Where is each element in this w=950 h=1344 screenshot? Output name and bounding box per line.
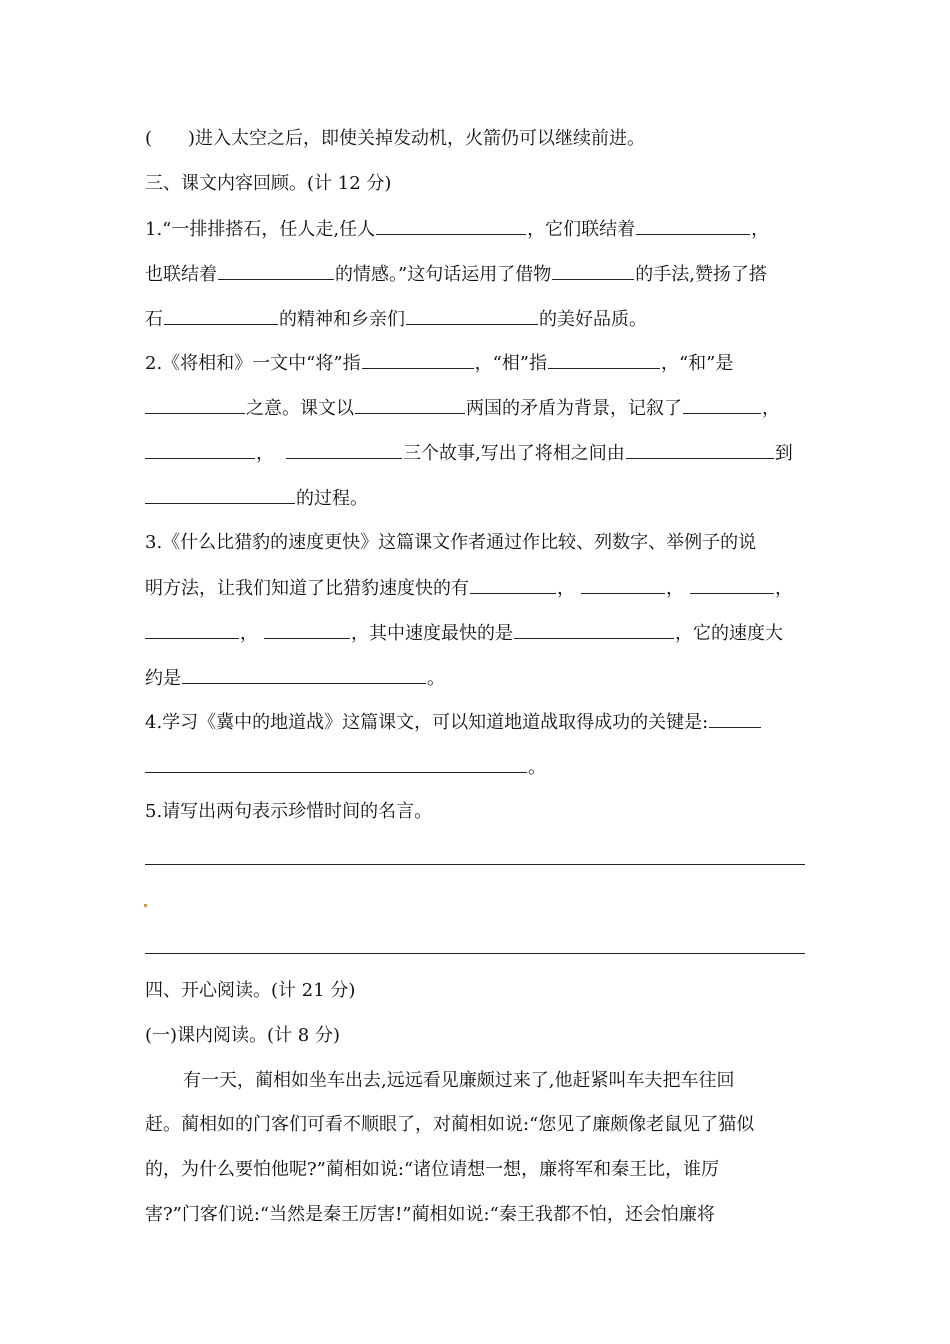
q3-text1: 3.《什么比猎豹的速度更快》这篇课文作者通过作比较、列数字、举例子的说 (145, 532, 757, 553)
q3-text7: ，其中速度最快的是 (351, 623, 513, 644)
q2-blank7[interactable] (286, 438, 402, 459)
q3-text4: ， (666, 578, 684, 599)
passage-text-4: 害?”门客们说:“当然是秦王厉害!”蔺相如说:“秦王我都不怕，还会怕廉将 (145, 1204, 715, 1225)
passage-line-4 (145, 1200, 805, 1230)
q1-line2 (145, 259, 805, 289)
q5-line1 (145, 797, 805, 827)
q3-text9: 约是 (145, 668, 181, 689)
q1-blank2[interactable] (636, 214, 750, 235)
passage-line-1 (145, 1066, 805, 1096)
q3-line2 (145, 573, 805, 603)
section4-title-text: 四、开心阅读。(计 21 分) (145, 980, 356, 1001)
q2-text9: 到 (774, 443, 793, 464)
q2-text3: ，“和”是 (660, 353, 734, 374)
q5-text1: 5.请写出两句表示珍惜时间的名言。 (145, 801, 433, 822)
q4-text1: 4.学习《冀中的地道战》这篇课文，可以知道地道战取得成功的关键是: (145, 712, 709, 733)
q2-blank8[interactable] (626, 438, 774, 459)
q3-blank1[interactable] (470, 573, 556, 594)
q3-blank6[interactable] (514, 618, 674, 639)
q2-blank1[interactable] (362, 348, 474, 369)
q3-text5: ， (775, 578, 793, 599)
q1-blank3[interactable] (218, 259, 334, 280)
q1-text8: 的精神和乡亲们 (279, 309, 405, 330)
q1-text4: 也联结着 (145, 264, 217, 285)
section3-title (145, 169, 805, 199)
q1-blank1[interactable] (376, 214, 526, 235)
section4-subtitle-text: (一)课内阅读。(计 8 分) (145, 1025, 340, 1046)
q1-blank6[interactable] (406, 304, 538, 325)
q2-blank5[interactable] (683, 393, 761, 414)
q4-line2 (145, 752, 805, 782)
q1-line3 (145, 304, 805, 334)
passage-text-3: 的，为什么要怕他呢?”蔺相如说:“诸位请想一想，廉将军和秦王比，谁厉 (145, 1159, 720, 1180)
q3-blank7[interactable] (182, 663, 426, 684)
intro-question (145, 124, 805, 154)
q4-text2: 。 (528, 757, 546, 778)
q3-blank4[interactable] (145, 618, 239, 639)
q1-text6: 的手法,赞扬了搭 (635, 264, 767, 285)
q2-text5: 两国的矛盾为背景，记叙了 (466, 398, 682, 419)
q4-line1 (145, 707, 805, 737)
passage-line-2 (145, 1110, 805, 1140)
q2-line3 (145, 438, 805, 468)
q2-blank4[interactable] (355, 393, 465, 414)
q3-blank3[interactable] (690, 573, 774, 594)
q2-blank3[interactable] (145, 393, 245, 414)
q3-text6: ， (240, 623, 258, 644)
q1-text9: 的美好品质。 (539, 309, 647, 330)
q3-line4 (145, 663, 805, 693)
q2-line1 (145, 348, 805, 378)
q5-answer-line2[interactable] (145, 953, 805, 954)
q4-blank2[interactable] (145, 752, 527, 773)
q5-answer-line1[interactable] (145, 864, 805, 865)
passage-text-1: 有一天，蔺相如坐车出去,远远看见廉颇过来了,他赶紧叫车夫把车往回 (183, 1070, 735, 1091)
passage-text-2: 赶。蔺相如的门客们可看不顺眼了，对蔺相如说:“您见了廉颇像老鼠见了猫似 (145, 1114, 755, 1135)
q3-text3: ， (557, 578, 575, 599)
q1-blank4[interactable] (552, 259, 634, 280)
q2-blank9[interactable] (145, 483, 295, 504)
q2-blank2[interactable] (548, 348, 660, 369)
q1-text7: 石 (145, 309, 163, 330)
q3-blank5[interactable] (264, 618, 350, 639)
q2-text7: ， (256, 443, 274, 464)
q2-line4 (145, 483, 805, 513)
q2-text8: 三个故事,写出了将相之间由 (403, 443, 625, 464)
q2-text10: 的过程。 (296, 488, 368, 509)
q3-line1 (145, 528, 805, 558)
q1-text5: 的情感。”这句话运用了借物 (335, 264, 552, 285)
section4-subtitle (145, 1021, 805, 1051)
yellow-mark (144, 904, 147, 907)
q2-blank6[interactable] (145, 438, 255, 459)
q3-text8: ，它的速度大 (675, 623, 783, 644)
q3-text10: 。 (427, 668, 445, 689)
q1-text2: ，它们联结着 (527, 219, 636, 240)
passage-line-3 (145, 1155, 805, 1185)
q2-text2: ，“相”指 (474, 353, 547, 374)
q3-blank2[interactable] (581, 573, 665, 594)
q2-text4: 之意。课文以 (246, 398, 354, 419)
q1-text3: ， (751, 219, 770, 240)
section4-title (145, 976, 805, 1006)
intro-text: ( )进入太空之后，即使关掉发动机，火箭仍可以继续前进。 (145, 128, 646, 149)
q1-text1: 1.“一排排搭石，任人走,任人 (145, 219, 376, 240)
q1-line1 (145, 214, 805, 244)
q3-text2: 明方法，让我们知道了比猎豹速度快的有 (145, 578, 469, 599)
q2-line2 (145, 393, 805, 423)
section3-title-text: 三、课文内容回顾。(计 12 分) (145, 173, 392, 194)
q3-line3 (145, 618, 805, 648)
q4-blank1[interactable] (709, 707, 761, 728)
q2-text1: 2.《将相和》一文中“将”指 (145, 353, 361, 374)
q2-text6: ， (762, 398, 780, 419)
q1-blank5[interactable] (164, 304, 278, 325)
